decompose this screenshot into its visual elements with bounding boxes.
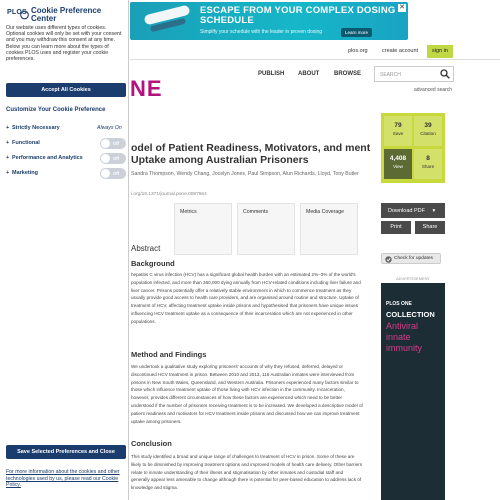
nav-publish[interactable]: PUBLISH	[258, 71, 285, 77]
search-icon[interactable]	[440, 69, 450, 79]
category-label: Strictly Necessary	[12, 125, 60, 131]
nav-browse[interactable]: BROWSE	[334, 71, 361, 77]
abstract-heading: Abstract	[131, 244, 161, 253]
tab-media-coverage[interactable]: Media Coverage	[300, 203, 358, 255]
search-input[interactable]: SEARCH	[374, 66, 454, 82]
nav-about[interactable]: ABOUT	[298, 71, 320, 77]
journal-logo[interactable]: NE	[130, 76, 163, 101]
metric-view-label: View	[393, 164, 403, 169]
advanced-search-link[interactable]: advanced search	[414, 87, 453, 93]
share-button[interactable]: Share	[415, 221, 445, 234]
crossmark-icon	[385, 256, 392, 263]
side-ad-line2: COLLECTION	[386, 310, 435, 319]
metric-save-label: Save	[392, 131, 404, 136]
side-ad[interactable]	[381, 283, 445, 500]
metric-share-value: 8	[426, 155, 430, 162]
ad-learn-more-button[interactable]: Learn more	[341, 28, 372, 37]
check-for-updates-label: Check for updates	[394, 256, 433, 261]
top-ad-banner[interactable]	[130, 2, 408, 40]
metric-share[interactable]	[414, 149, 442, 179]
performance-toggle[interactable]	[100, 153, 126, 164]
check-for-updates-button[interactable]	[381, 253, 441, 264]
accept-all-cookies-button[interactable]: Accept All Cookies	[6, 83, 126, 97]
metric-view[interactable]	[384, 149, 412, 179]
category-label: Performance and Analytics	[12, 155, 83, 161]
article-title: odel of Patient Readiness, Motivators, and ment Uptake among Australian Prisoners	[131, 142, 371, 166]
toggle-state: Off	[113, 170, 120, 176]
download-pdf-button[interactable]	[381, 203, 445, 218]
cookie-panel-title: Cookie Preference Center	[31, 6, 102, 24]
article-doi[interactable]: i.org/10.1371/journal.pone.0087564	[131, 192, 207, 197]
metric-save[interactable]	[384, 116, 412, 146]
toggle-knob	[101, 154, 110, 163]
plus-icon: +	[6, 140, 10, 146]
category-marketing[interactable]	[6, 170, 38, 176]
ad-title: ESCAPE FROM YOUR COMPLEX DOSING SCHEDULE	[200, 5, 396, 26]
customize-heading: Customize Your Cookie Preference	[6, 107, 106, 113]
plus-icon: +	[6, 155, 10, 161]
toggle-knob	[101, 169, 110, 178]
print-button[interactable]: Print	[381, 221, 411, 234]
ad-subtitle: Simplify your schedule with the leader in proven dosing	[200, 29, 323, 35]
metric-citation-value: 39	[424, 122, 432, 129]
toggle-knob	[101, 139, 110, 148]
marketing-toggle[interactable]	[100, 168, 126, 179]
plus-icon: +	[6, 170, 10, 176]
functional-toggle[interactable]	[100, 138, 126, 149]
toggle-state: Off	[113, 140, 120, 146]
category-strictly-necessary[interactable]	[6, 125, 60, 131]
article-authors[interactable]: Sandra Thompson, Wendy Chang, Jocelyn Jones, Paul Simpson, Alun Richards, Lloyd, Tony Butler	[131, 171, 359, 177]
save-preferences-button[interactable]: Save Selected Preferences and Close	[6, 445, 126, 459]
toggle-state: Off	[113, 155, 120, 161]
cookie-policy-link[interactable]: For more information about the cookies and other technologies used by us, please read our Cookie Policy.	[6, 469, 120, 489]
close-icon[interactable]: ✕	[399, 4, 405, 11]
metric-view-value: 4,408	[389, 155, 407, 162]
methods-text: We undertook a qualitative study exploring prisoners' accounts of why they refused, deferred, delayed or discontinued HCV treatment in prison. Between 2010 and 2013, 116 Australian inmates were interviewed from prisons in New South Wales, Queensland, and Western Australia. Prisoners experienced many factors similar to those which influence treatment uptake of those living with HCV infection in the community. Incarceration, however, provides different circumstances of how these factors are experienced which need to be better understood if the number of prisoners receiving treatment is to be increased. We developed a descriptive model of patient readiness and motivators for HCV treatment inside prisons and discussed how we can improve treatment uptake among prisoners.	[131, 364, 363, 424]
category-label: Marketing	[12, 170, 38, 176]
category-functional[interactable]	[6, 140, 40, 146]
sign-in-button[interactable]: sign in	[427, 45, 453, 58]
conclusion-heading: Conclusion	[131, 439, 172, 448]
plus-icon: +	[6, 125, 10, 131]
article-tabs	[131, 203, 363, 255]
cookie-preference-panel	[0, 0, 129, 500]
metric-citation[interactable]	[414, 116, 442, 146]
metric-citation-label: Citation	[420, 131, 436, 136]
methods-heading: Method and Findings	[131, 350, 207, 359]
background-heading: Background	[131, 259, 175, 268]
advertisement-label: ADVERTISEMENT	[396, 276, 430, 281]
side-ad-line3: Antiviral innate immunity	[386, 321, 423, 353]
always-on-status: Always On	[97, 125, 122, 131]
plos-org-link[interactable]: plos.org	[348, 48, 368, 54]
tab-metrics[interactable]: Metrics	[174, 203, 232, 255]
create-account-link[interactable]: create account	[382, 48, 419, 54]
side-ad-line1: PLOS ONE	[386, 301, 412, 307]
download-pdf-label: Download PDF	[388, 208, 425, 214]
category-performance-analytics[interactable]	[6, 155, 83, 161]
background-text: hepatitis C virus infection (HCV) has a significant global health burden with an estimated 2%–3% of the world's population infected, and more than 360,000 dying annually from HCV-related conditions including liver failure and liver cancer. Prisons potentially offer a relatively stable environment in which to commence treatment as they usually provide good access to health care providers, and are organised around routine and structure. Uptake of treatment of HCV, affecting treatment uptake inside prisons and hypothesised that prisoners have unique issues influencing HCV treatment uptake as a consequence of their incarceration which are not experienced in other populations.	[131, 272, 361, 324]
metric-save-value: 79	[394, 122, 402, 129]
metric-share-label: Share	[421, 164, 435, 169]
category-label: Functional	[12, 140, 40, 146]
top-nav	[130, 44, 500, 60]
conclusion-text: This study identified a broad and unique range of challenges to treatment of HCV in prison. Some of these are likely to be diminished by improving treatment options and improved models of health care delivery. Other barriers relate to inmate understanding of their illness and stigmatisation by other inmates and custodial staff and generally appear less amenable to change although there is potential for peer-based education to address lack of knowledge and stigma.	[131, 454, 362, 491]
chevron-down-icon: ▾	[432, 208, 436, 214]
plos-logo-text: PLOS	[7, 9, 27, 16]
metrics-panel	[381, 113, 445, 183]
cookie-panel-intro: Our website uses different types of cookies. Optional cookies will only be set with your consent and you may withdraw this consent at any time. Below you can learn more about the types of cookies PLOS uses and register your cookie preferences.	[6, 25, 122, 63]
tab-comments[interactable]: Comments	[237, 203, 295, 255]
